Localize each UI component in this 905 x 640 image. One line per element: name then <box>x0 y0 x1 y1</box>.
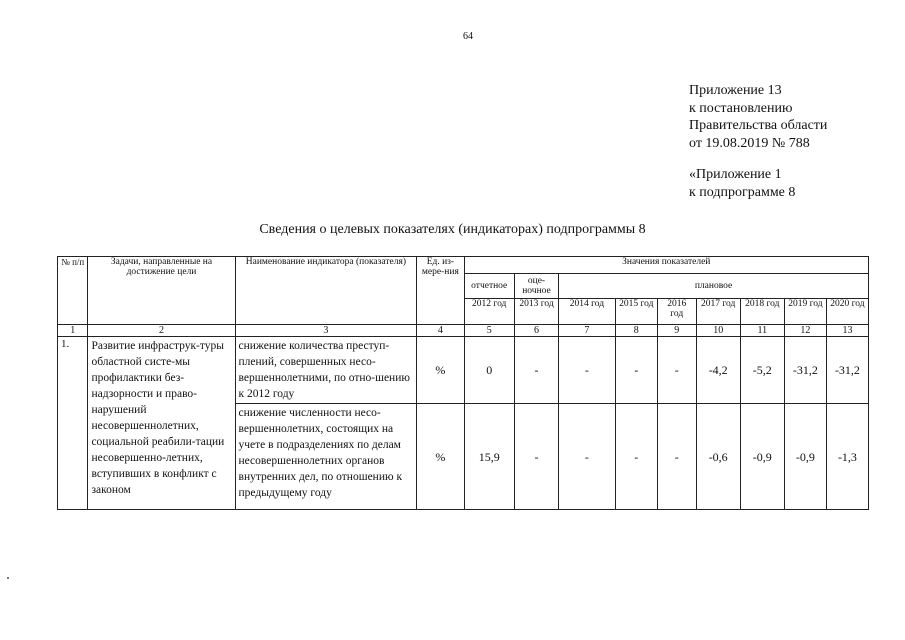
year-2012: 2012 год <box>464 299 514 325</box>
task-cell: Развитие инфраструк-туры областной систе-мы профилактики без-надзорности и право-нарушений несовершеннолетних, социальной реабили-тации несовершенно-летних, вступивших в конфликт с законом <box>88 337 235 510</box>
value-cell: - <box>559 404 616 510</box>
unit-cell: % <box>417 337 464 404</box>
column-number: 2 <box>88 325 235 337</box>
table-row <box>58 337 869 404</box>
year-2014: 2014 год <box>559 299 616 325</box>
header-indicator: Наименование индикатора (показателя) <box>235 257 417 325</box>
scan-artifact <box>7 577 9 579</box>
column-number-row <box>58 325 869 337</box>
value-cell: 15,9 <box>464 404 514 510</box>
header-planned: плановое <box>559 274 869 299</box>
column-number: 3 <box>235 325 417 337</box>
column-number: 13 <box>826 325 868 337</box>
value-cell: - <box>615 404 657 510</box>
year-2016: 2016 год <box>657 299 696 325</box>
year-2018: 2018 год <box>740 299 784 325</box>
value-cell: - <box>559 337 616 404</box>
column-number: 11 <box>740 325 784 337</box>
year-2019: 2019 год <box>784 299 826 325</box>
column-number: 12 <box>784 325 826 337</box>
column-number: 9 <box>657 325 696 337</box>
column-number: 5 <box>464 325 514 337</box>
column-number: 7 <box>559 325 616 337</box>
year-2020: 2020 год <box>826 299 868 325</box>
value-cell: -4,2 <box>696 337 740 404</box>
indicator-cell: снижение численности несо-вершеннолетних, состоящих на учете в подразделениях по делам несовершеннолетних органов внутренних дел, по отношению к предыдущему году <box>235 404 417 510</box>
value-cell: 0 <box>464 337 514 404</box>
appendix-line-1: Приложение 13 <box>689 83 782 98</box>
header-num: № п/п <box>58 257 88 325</box>
year-2013: 2013 год <box>514 299 558 325</box>
subprogram-appendix-line-1: «Приложение 1 <box>689 167 782 182</box>
subprogram-appendix-line-2: к подпрограмме 8 <box>689 184 796 200</box>
value-cell: -0,9 <box>740 404 784 510</box>
value-cell: -1,3 <box>826 404 868 510</box>
header-values: Значения показателей <box>464 257 868 274</box>
document-title: Сведения о целевых показателях (индикаторах) подпрограммы 8 <box>259 222 646 237</box>
indicator-cell: снижение количества преступ-плений, совершенных несо-вершеннолетними, по отно-шению к 2012 году <box>235 337 417 404</box>
appendix-block <box>689 82 827 201</box>
year-2017: 2017 год <box>696 299 740 325</box>
year-2015: 2015 год <box>615 299 657 325</box>
page-number: 64 <box>463 31 473 42</box>
indicators-table <box>57 256 869 510</box>
value-cell: -31,2 <box>826 337 868 404</box>
header-tasks: Задачи, направленные на достижение цели <box>88 257 235 325</box>
value-cell: -0,6 <box>696 404 740 510</box>
column-number: 10 <box>696 325 740 337</box>
value-cell: -31,2 <box>784 337 826 404</box>
appendix-line-4: от 19.08.2019 № 788 <box>689 135 810 151</box>
header-row-1 <box>58 257 869 274</box>
column-number: 6 <box>514 325 558 337</box>
column-number: 1 <box>58 325 88 337</box>
value-cell: - <box>514 337 558 404</box>
column-number: 8 <box>615 325 657 337</box>
column-number: 4 <box>417 325 464 337</box>
row-number: 1. <box>58 337 88 510</box>
header-reported: отчетное <box>464 274 514 299</box>
appendix-line-2: к постановлению <box>689 100 793 116</box>
appendix-line-3: Правительства области <box>689 118 828 133</box>
value-cell: - <box>514 404 558 510</box>
header-unit: Ед. из-мере-ния <box>417 257 464 325</box>
value-cell: - <box>657 404 696 510</box>
header-estimated: оце-ночное <box>514 274 558 299</box>
value-cell: - <box>615 337 657 404</box>
value-cell: -5,2 <box>740 337 784 404</box>
value-cell: - <box>657 337 696 404</box>
value-cell: -0,9 <box>784 404 826 510</box>
unit-cell: % <box>417 404 464 510</box>
